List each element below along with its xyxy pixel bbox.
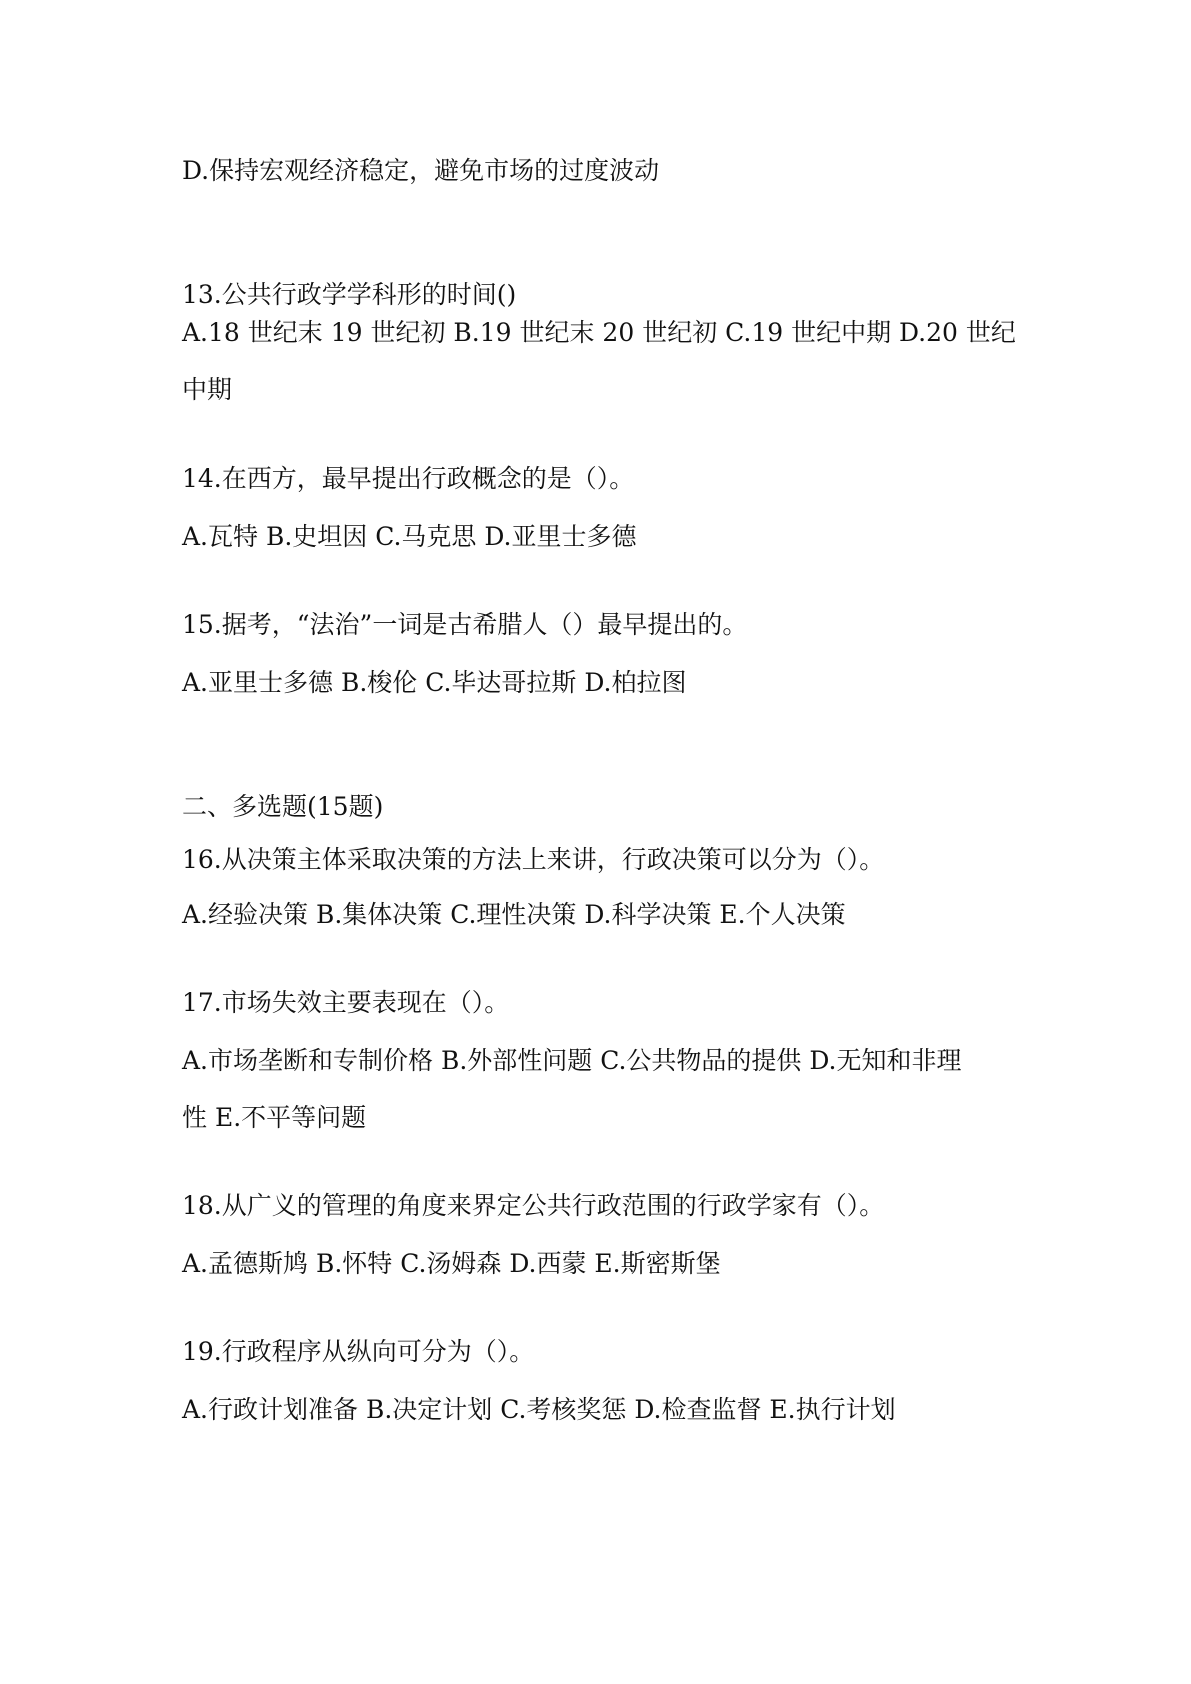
question-17: 17.市场失效主要表现在（）。 — [182, 988, 510, 1017]
question-19: 19.行政程序从纵向可分为（）。 — [182, 1337, 535, 1366]
options-q13-line2: 中期 — [182, 375, 233, 404]
options-q18: A.孟德斯鸠 B.怀特 C.汤姆森 D.西蒙 E.斯密斯堡 — [182, 1249, 721, 1278]
question-15: 15.据考，“法治”一词是古希腊人（）最早提出的。 — [182, 610, 748, 639]
option-line-q12-d: D.保持宏观经济稳定，避免市场的过度波动 — [182, 156, 660, 185]
question-16: 16.从决策主体采取决策的方法上来讲，行政决策可以分为（）。 — [182, 845, 885, 874]
question-18: 18.从广义的管理的角度来界定公共行政范围的行政学家有（）。 — [182, 1191, 885, 1220]
section-heading-multiple-choice: 二、多选题(15题) — [182, 792, 384, 821]
question-14: 14.在西方，最早提出行政概念的是（）。 — [182, 464, 635, 493]
question-13: 13.公共行政学学科形的时间() — [182, 280, 517, 309]
options-q19: A.行政计划准备 B.决定计划 C.考核奖惩 D.检查监督 E.执行计划 — [182, 1395, 896, 1424]
options-q16: A.经验决策 B.集体决策 C.理性决策 D.科学决策 E.个人决策 — [182, 900, 846, 929]
options-q17-line1: A.市场垄断和专制价格 B.外部性问题 C.公共物品的提供 D.无知和非理 — [182, 1046, 962, 1075]
options-q13-line1: A.18 世纪末 19 世纪初 B.19 世纪末 20 世纪初 C.19 世纪中期 D.20 世纪 — [182, 318, 1016, 347]
options-q17-line2: 性 E.不平等问题 — [182, 1103, 367, 1132]
options-q14: A.瓦特 B.史坦因 C.马克思 D.亚里士多德 — [182, 522, 637, 551]
options-q15: A.亚里士多德 B.梭伦 C.毕达哥拉斯 D.柏拉图 — [182, 668, 687, 697]
